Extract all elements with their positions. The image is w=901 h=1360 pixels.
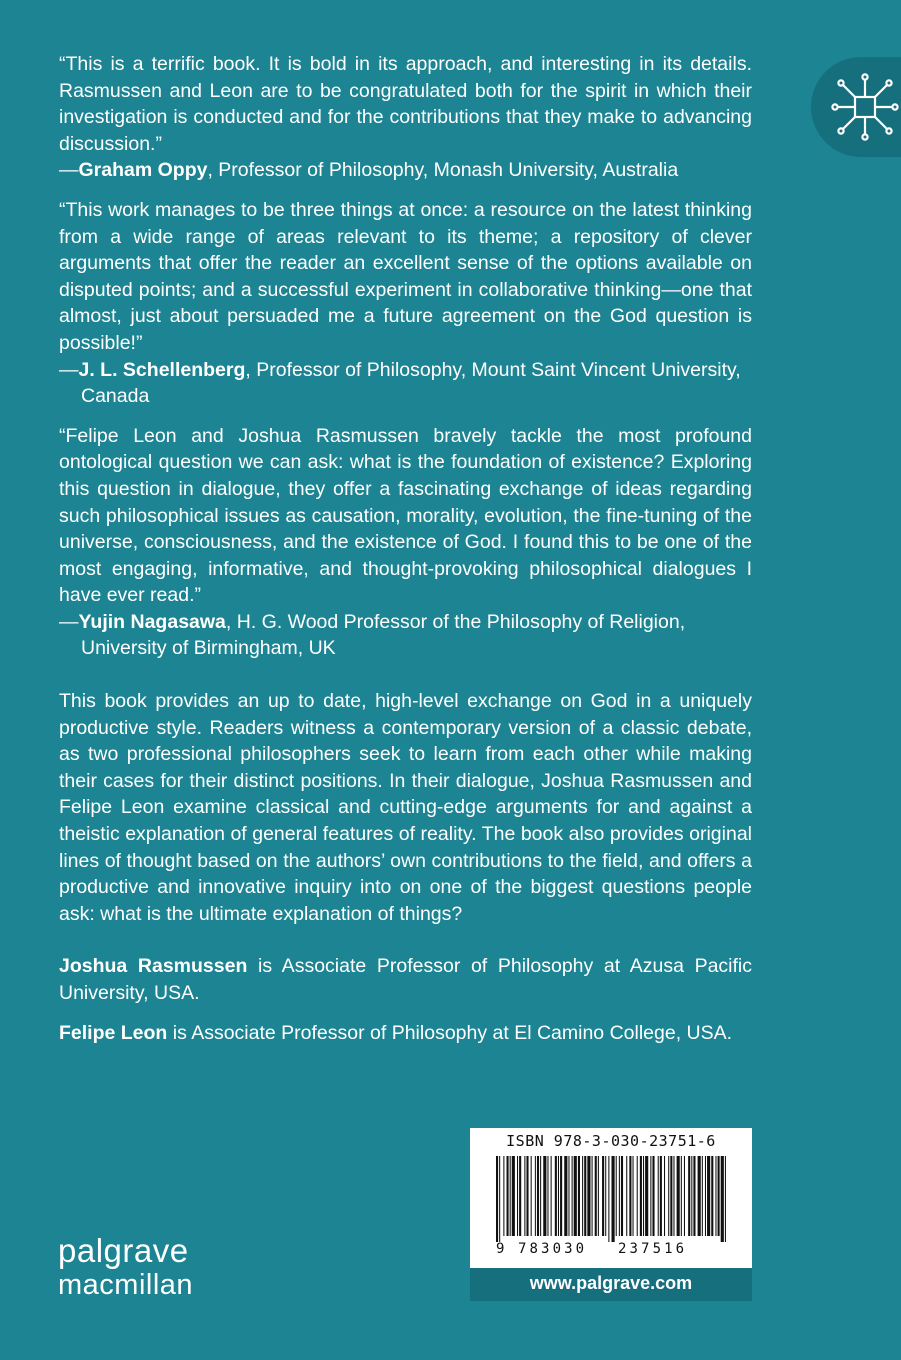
barcode-bar	[691, 1156, 692, 1236]
endorser-affiliation-2-cont: Canada	[81, 385, 150, 408]
barcode-bar	[645, 1156, 648, 1236]
dash: —	[59, 358, 79, 381]
barcode-bar	[660, 1156, 662, 1236]
barcode-bar	[584, 1156, 586, 1236]
barcode-bar	[693, 1156, 695, 1236]
endorsement-attribution-3	[59, 609, 752, 636]
author-bio-text-1: is Associate Professor of Philosophy at Azusa Pacific University, USA.	[59, 955, 753, 1004]
book-description: This book provides an up to date, high-level exchange on God in a uniquely productive style. Readers witness a contemporary version of a classic debate, as two professional philosophers seek to learn from each other while making their cases for their distinct positions. In their dialogue, Joshua Rasmussen and Felipe Leon examine classical and cutting-edge arguments for and against a theistic explanation of general features of reality. The book also provides original lines of thought based on the authors’ own contributions to the field, and offers a productive and innovative inquiry into on one of the biggest questions people ask: what is the ultimate explanation of things?	[59, 690, 752, 925]
barcode-bar	[547, 1156, 548, 1236]
barcode-bar	[572, 1156, 573, 1236]
barcode-bar	[574, 1156, 577, 1236]
barcode-bar	[524, 1156, 525, 1236]
endorsement-attribution-1	[59, 157, 752, 184]
author-bio-2	[59, 1020, 752, 1047]
barcode-bar	[673, 1156, 674, 1236]
barcode-bar	[612, 1156, 615, 1242]
endorser-affiliation-3-cont: University of Birmingham, UK	[81, 637, 336, 660]
barcode-bar	[560, 1156, 562, 1236]
barcode-bar	[578, 1156, 580, 1236]
barcode-bar	[555, 1156, 557, 1236]
endorser-affiliation-1: , Professor of Philosophy, Monash University, Australia	[207, 159, 679, 182]
barcode-digit-group-2: 237516	[618, 1241, 688, 1257]
endorsement-quote-2: “This work manages to be three things at once: a resource on the latest thinking from a wide range of areas relevant to its theme; a repository of clever arguments that offer the reader an excellent sense of the options available on disputed points; and a successful experiment in collaborative thinking—one that almost, just about persuaded me a future agreement on the God question is possible!”	[59, 198, 752, 354]
barcode-bar	[677, 1156, 680, 1236]
barcode-bar	[650, 1156, 651, 1236]
barcode-bar	[605, 1156, 606, 1236]
endorser-name-1: Graham Oppy	[78, 159, 208, 182]
barcode-bar	[721, 1156, 724, 1242]
barcode-bar	[582, 1156, 583, 1236]
back-cover-text	[59, 51, 752, 1046]
barcode-bar	[517, 1156, 518, 1236]
barcode-bar	[725, 1156, 726, 1242]
author-name-2: Felipe Leon	[59, 1021, 168, 1044]
barcode-bar	[668, 1156, 669, 1236]
barcode-bar	[512, 1156, 515, 1236]
endorser-name-3: Yujin Nagasawa	[78, 610, 226, 633]
endorsement-quote-3: “Felipe Leon and Joshua Rasmussen bravely tackle the most profound ontological question we can ask: what is the foundation of existence? Exploring this question in dialogue, they offer a fascinating exchange of ideas regarding such philosophical issues as causation, morality, evolution, the fine-tuning of the universe, consciousness, and the existence of God. I found this to be one of the most engaging, informative, and thought-provoking philosophical dialogues I have ever read.”	[59, 424, 752, 607]
isbn-barcode-box	[470, 1128, 752, 1301]
barcode-bar	[698, 1156, 701, 1236]
barcode-bar	[535, 1156, 536, 1236]
barcode-bar	[705, 1156, 706, 1236]
barcode-bar	[621, 1156, 623, 1236]
barcode-bar	[640, 1156, 642, 1236]
barcode-bar	[551, 1156, 552, 1236]
barcode-bar	[643, 1156, 644, 1236]
barcode-bar	[688, 1156, 690, 1236]
barcode-bar	[629, 1156, 631, 1236]
dash: —	[59, 610, 79, 633]
barcode-bar	[616, 1156, 617, 1236]
barcode-bar	[715, 1156, 716, 1236]
barcode-bar	[652, 1156, 654, 1236]
endorsement-quote-1: “This is a terrific book. It is bold in its approach, and interesting in its details. Rasmussen and Leon are to be congratulated both for the spirit in which their investigation is conducted and for the contributions that they make to advancing discussion.”	[59, 53, 752, 155]
endorser-affiliation-3: , H. G. Wood Professor of the Philosophy of Religion,	[225, 610, 686, 633]
barcode-bar	[540, 1156, 541, 1236]
barcode-bar	[711, 1156, 713, 1236]
barcode-icon	[496, 1156, 726, 1242]
barcode-bar	[608, 1156, 609, 1242]
publisher-logo	[58, 1233, 193, 1301]
publisher-logo-line-2: macmillan	[58, 1269, 194, 1301]
barcode-bar	[637, 1156, 638, 1236]
barcode-bar	[619, 1156, 620, 1236]
barcode-bar	[664, 1156, 665, 1236]
barcode-bar	[718, 1156, 720, 1236]
barcode-bar	[681, 1156, 682, 1236]
endorser-affiliation-2: , Professor of Philosophy, Mount Saint Vincent University,	[245, 358, 741, 381]
barcode-bar	[568, 1156, 569, 1236]
isbn-label: ISBN 978-3-030-23751-6	[506, 1132, 716, 1150]
barcode-bar	[510, 1156, 511, 1236]
barcode-bar	[537, 1156, 539, 1236]
dash: —	[59, 159, 79, 182]
barcode-bar	[503, 1156, 504, 1236]
barcode-bar	[507, 1156, 509, 1236]
endorser-name-2: J. L. Schellenberg	[78, 358, 246, 381]
barcode-digit-first: 9	[496, 1241, 505, 1257]
barcode-bar	[558, 1156, 559, 1236]
barcode-bar	[526, 1156, 528, 1236]
barcode-bar	[587, 1156, 590, 1236]
barcode-bar	[598, 1156, 599, 1236]
barcode-digit-group-1: 783030	[518, 1241, 588, 1257]
network-star-icon	[831, 67, 901, 147]
barcode-bar	[592, 1156, 593, 1236]
publisher-website: www.palgrave.com	[470, 1268, 752, 1301]
barcode-bar	[633, 1156, 634, 1236]
author-name-1: Joshua Rasmussen	[59, 955, 248, 978]
barcode-bar	[531, 1156, 532, 1236]
author-bio-1	[59, 953, 752, 1006]
barcode-bar	[626, 1156, 627, 1236]
series-emblem	[811, 57, 901, 157]
publisher-logo-line-1: palgrave	[58, 1232, 189, 1269]
barcode-bar	[684, 1156, 685, 1236]
barcode-bar	[519, 1156, 521, 1236]
barcode-bar	[499, 1156, 500, 1242]
barcode-bar	[496, 1156, 498, 1242]
barcode-bar	[595, 1156, 597, 1236]
barcode-bar	[702, 1156, 703, 1236]
barcode-bar	[658, 1156, 659, 1236]
barcode-bar	[564, 1156, 567, 1236]
endorsement-attribution-2	[59, 357, 752, 384]
barcode-bar	[543, 1156, 546, 1236]
author-bio-text-2: is Associate Professor of Philosophy at El Camino College, USA.	[167, 1021, 733, 1044]
barcode-bar	[602, 1156, 604, 1236]
barcode-bar	[707, 1156, 710, 1236]
barcode-bar	[670, 1156, 672, 1236]
